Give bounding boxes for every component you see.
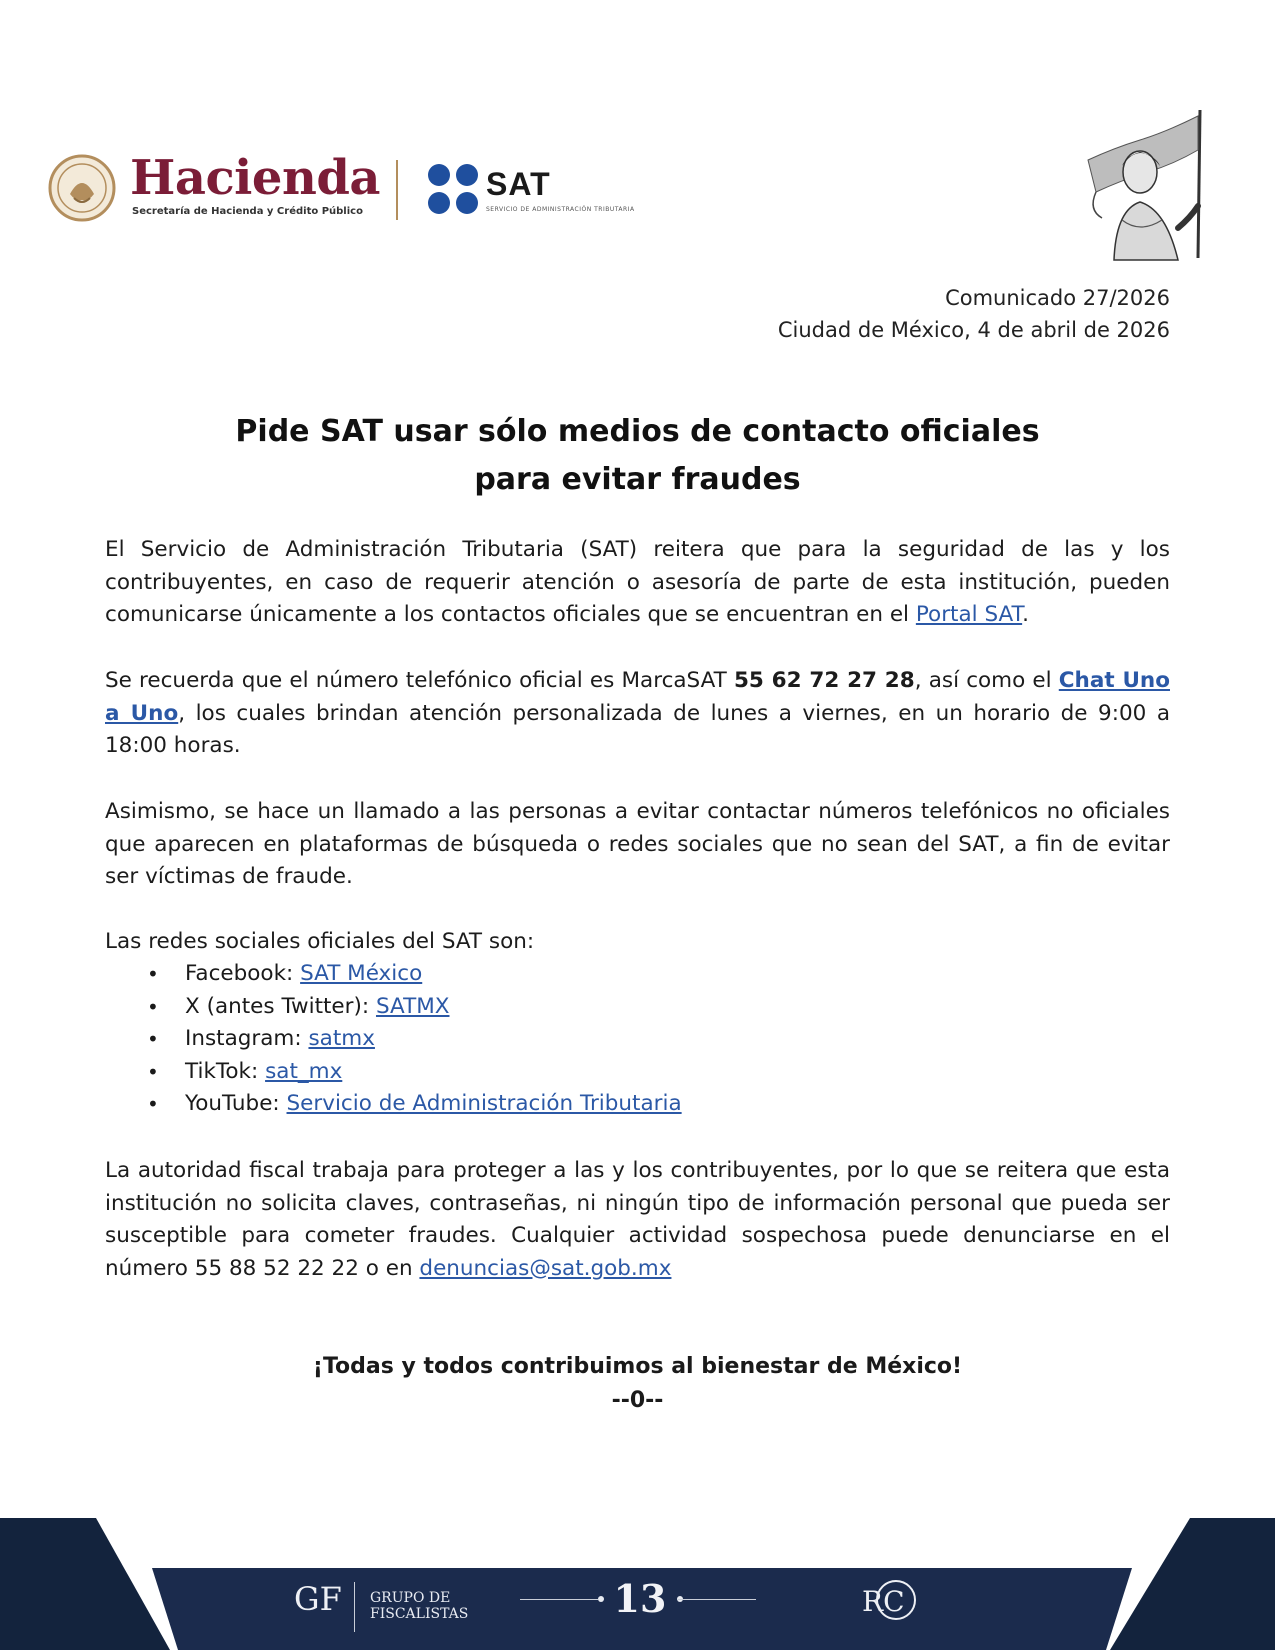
title-line-1: Pide SAT usar sólo medios de contacto oficiales — [235, 414, 1040, 449]
sat-dots-icon — [426, 162, 480, 216]
paragraph-2-mid: , así como el — [914, 668, 1059, 693]
hacienda-subtitle: Secretaría de Hacienda y Crédito Público — [132, 206, 363, 217]
paragraph-1-end: . — [1022, 602, 1029, 627]
paragraph-2-post: , los cuales brindan atención personalizada de lunes a viernes, en un horario de 9:00 a 18:00 horas. — [105, 700, 1170, 758]
closing-slogan: ¡Todas y todos contribuimos al bienestar de México! — [312, 1354, 963, 1379]
paragraph-1 — [105, 534, 1170, 632]
page-number: 13 — [613, 1576, 667, 1621]
list-item — [185, 1088, 682, 1121]
social-label: YouTube: — [185, 1091, 287, 1116]
footer-divider — [354, 1582, 355, 1632]
portal-sat-link[interactable]: Portal SAT — [915, 602, 1023, 627]
woman-with-flag-illustration — [1082, 110, 1230, 260]
social-label: TikTok: — [185, 1058, 266, 1084]
list-item — [185, 1056, 682, 1089]
sat-wordmark: SAT — [486, 166, 551, 202]
list-item — [185, 1023, 682, 1056]
mexico-seal-icon — [48, 154, 116, 222]
paragraph-2 — [105, 665, 1170, 763]
paragraph-2-pre: Se recuerda que el número telefónico oficial es MarcaSAT — [105, 668, 734, 693]
footer-group-line-2: FISCALISTAS — [370, 1606, 469, 1622]
youtube-link[interactable]: Servicio de Administración Tributaria — [286, 1091, 682, 1116]
header-logos — [48, 150, 688, 230]
sat-subtitle: SERVICIO DE ADMINISTRACIÓN TRIBUTARIA — [486, 206, 635, 213]
paragraph-3: Asimismo, se hace un llamado a las personas a evitar contactar números telefónicos no oficiales que aparecen en plataformas de búsqueda o redes sociales que no sean del SAT, a fin de evitar ser víctimas de fraude. — [105, 799, 1170, 889]
closing — [105, 1350, 1170, 1418]
closing-end-mark: --0-- — [611, 1388, 664, 1413]
logo-divider — [396, 160, 398, 220]
denuncias-email-link[interactable]: denuncias@sat.gob.mx — [419, 1255, 672, 1281]
title-line-2: para evitar fraudes — [474, 462, 801, 497]
gf-letter-g: GF — [294, 1580, 342, 1618]
list-item — [185, 958, 682, 991]
footer-group-name — [370, 1590, 468, 1622]
list-item — [185, 991, 682, 1024]
social-label: Facebook: — [185, 961, 301, 986]
tiktok-link[interactable]: sat_mx — [265, 1058, 343, 1084]
paragraph-1-text: El Servicio de Administración Tributaria (SAT) reitera que para la seguridad de las y los contribuyentes, en caso de requerir atención o asesoría de parte de esta institución, pueden comunicarse únicamente a los contactos oficiales que se encuentran en el — [105, 537, 1170, 627]
footer-group-line-1: GRUPO DE — [370, 1590, 451, 1606]
hacienda-wordmark: Hacienda — [130, 150, 381, 206]
chat-uno-a-uno-link[interactable]: Chat Uno a Uno — [105, 668, 1170, 726]
paragraph-5-text: La autoridad fiscal trabaja para proteger a las y los contribuyentes, por lo que se reitera que esta institución no solicita claves, contraseñas, ni ningún tipo de información personal que pueda ser susceptible para cometer fraudes. Cualquier actividad sospechosa puede denunciarse en el número 55 88 52 22 22 o en — [105, 1158, 1170, 1281]
page-title — [105, 408, 1170, 504]
official-phone-number: 55 62 72 27 28 — [733, 668, 915, 693]
grupo-fiscalistas-logo-icon — [292, 1580, 342, 1636]
communique-place-date: Ciudad de México, 4 de abril de 2026 — [777, 318, 1170, 342]
rc-logo-icon — [858, 1578, 920, 1624]
footer-rule-left — [520, 1599, 598, 1600]
paragraph-4: Las redes sociales oficiales del SAT son: — [105, 929, 535, 954]
rc-letters: RC — [862, 1585, 905, 1618]
instagram-link[interactable]: satmx — [308, 1026, 375, 1051]
communique-meta — [778, 282, 1170, 346]
social-label: X (antes Twitter): — [185, 993, 376, 1019]
paragraph-5 — [105, 1155, 1170, 1285]
communique-number: Comunicado 27/2026 — [945, 286, 1170, 310]
facebook-link[interactable]: SAT México — [300, 961, 423, 986]
footer-rule-right — [678, 1599, 756, 1600]
social-label: Instagram: — [185, 1026, 309, 1051]
social-networks-list — [105, 958, 682, 1121]
footer-dot-left — [598, 1596, 604, 1602]
x-twitter-link[interactable]: SATMX — [375, 993, 450, 1019]
